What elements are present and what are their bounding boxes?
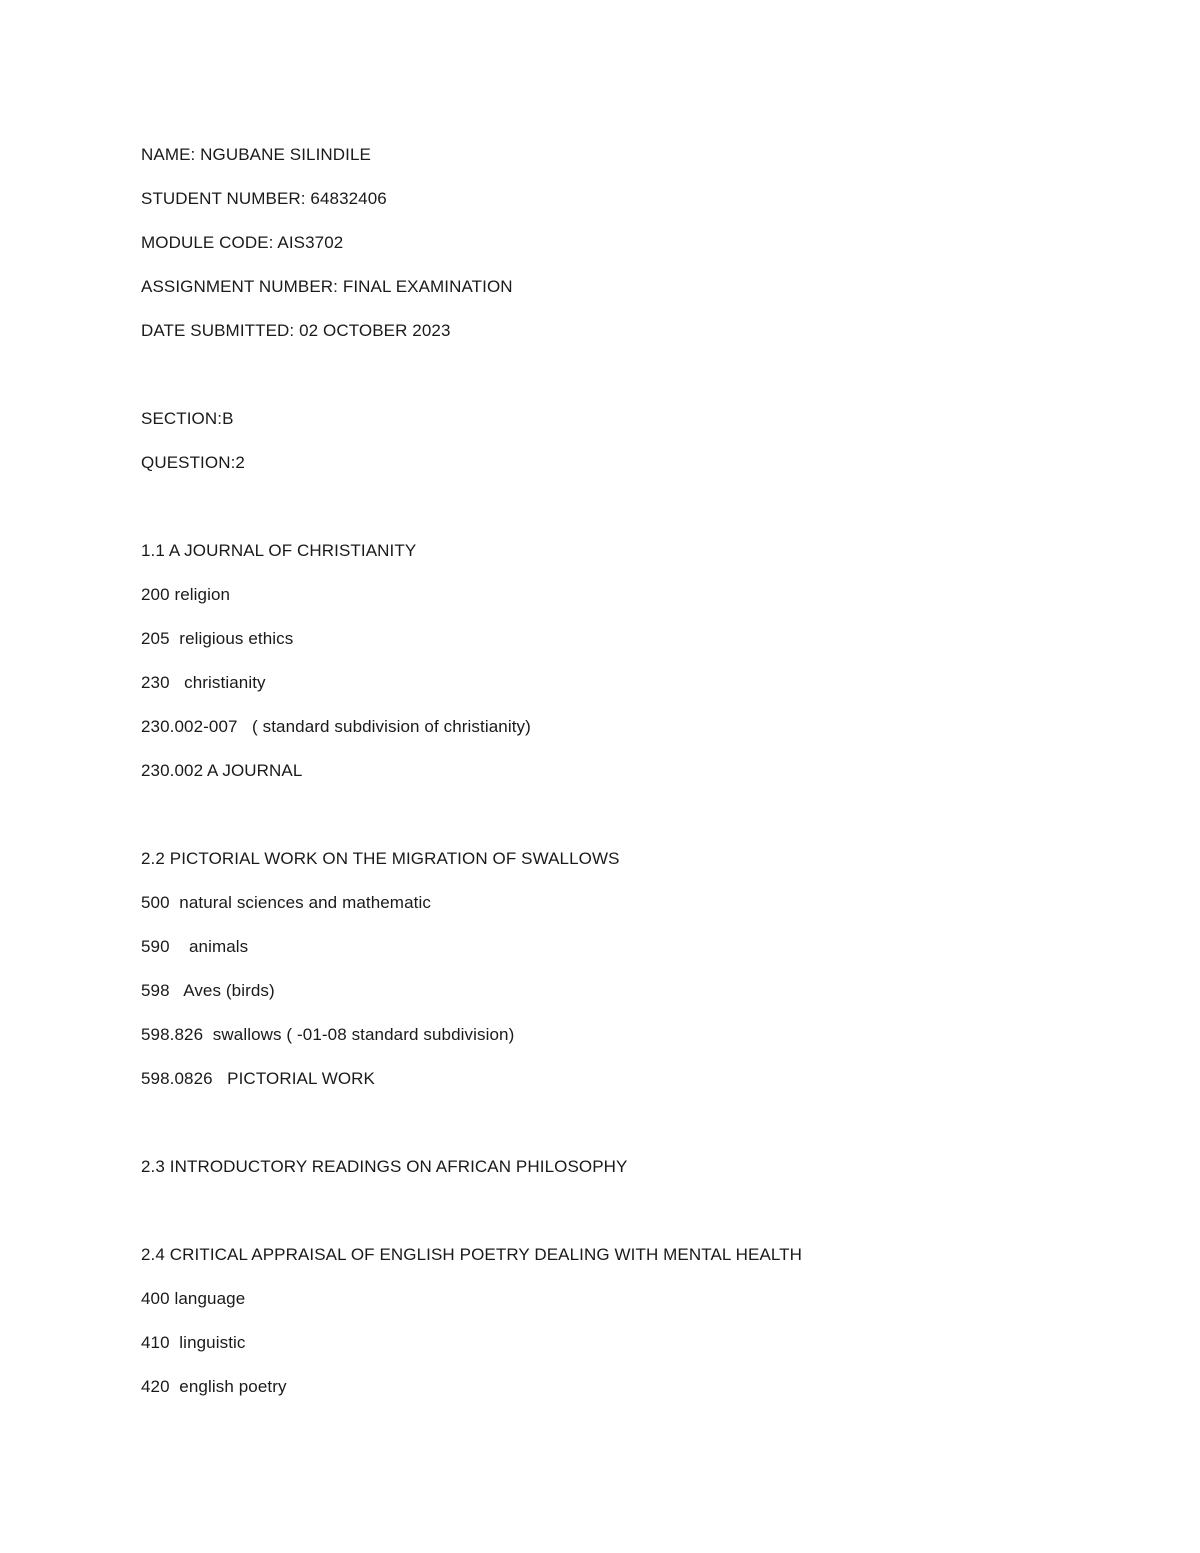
spacer (141, 802, 1101, 846)
classification-line: 598.826 swallows ( -01-08 standard subdivision) (141, 1025, 515, 1044)
classification-line: 230 christianity (141, 673, 266, 692)
classification-line: 400 language (141, 1289, 246, 1308)
assignment-number: ASSIGNMENT NUMBER: FINAL EXAMINATION (141, 277, 513, 296)
classification-line: 200 religion (141, 585, 231, 604)
date-submitted: DATE SUBMITTED: 02 OCTOBER 2023 (141, 321, 451, 340)
classification-line: 590 animals (141, 937, 249, 956)
classification-line: 410 linguistic (141, 1333, 246, 1352)
classification-line: 420 english poetry (141, 1377, 287, 1396)
module-code: MODULE CODE: AIS3702 (141, 233, 344, 252)
classification-line: 205 religious ethics (141, 629, 294, 648)
student-name: NAME: NGUBANE SILINDILE (141, 145, 371, 164)
classification-line: 230.002 A JOURNAL (141, 761, 303, 780)
classification-line: 230.002-007 ( standard subdivision of christianity) (141, 717, 531, 736)
question-1-1-title: 1.1 A JOURNAL OF CHRISTIANITY (141, 541, 417, 560)
classification-line: 598.0826 PICTORIAL WORK (141, 1069, 375, 1088)
classification-line: 598 Aves (birds) (141, 981, 275, 1000)
document-body (141, 142, 1101, 1418)
spacer (141, 1198, 1101, 1242)
question-2-4-title: 2.4 CRITICAL APPRAISAL OF ENGLISH POETRY DEALING WITH MENTAL HEALTH (141, 1245, 803, 1264)
student-number: STUDENT NUMBER: 64832406 (141, 189, 387, 208)
question-label: QUESTION:2 (141, 453, 245, 472)
question-2-3-title: 2.3 INTRODUCTORY READINGS ON AFRICAN PHILOSOPHY (141, 1157, 628, 1176)
question-2-2-title: 2.2 PICTORIAL WORK ON THE MIGRATION OF SWALLOWS (141, 849, 620, 868)
spacer (141, 494, 1101, 538)
spacer (141, 1110, 1101, 1154)
classification-line: 500 natural sciences and mathematic (141, 893, 431, 912)
section-label: SECTION:B (141, 409, 234, 428)
spacer (141, 362, 1101, 406)
